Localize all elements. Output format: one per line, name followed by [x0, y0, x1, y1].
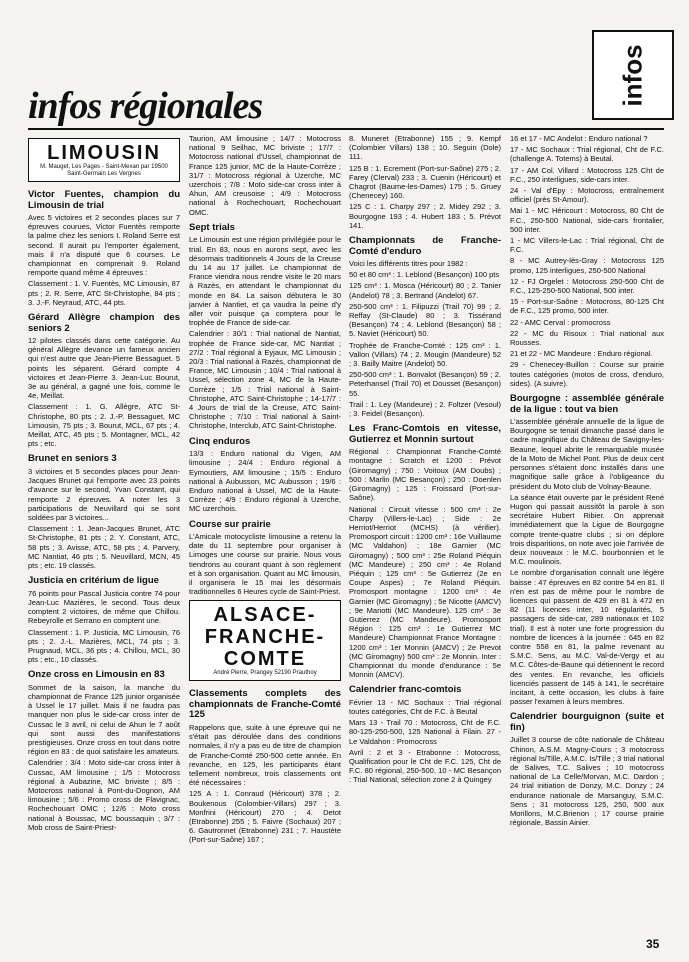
paragraph: 125 B : 1. Ecrement (Port-sur-Saône) 275 ; 2. Farey (Clerval) 233 ; 3. Cuenin (Héricourt) et Chagrot (Baume-les-Dames) 175 ; 5. Gruey (Chenecey) 160.	[349, 163, 501, 201]
section-heading: Classements complets des championnats de Franche-Comté 125	[189, 688, 341, 721]
paragraph: 12 - FJ Orgelet : Motocross 250-500 Cht de F.C., 125-250-500 National, 500 inter.	[510, 276, 664, 296]
region-box-limousin	[28, 138, 180, 182]
region-title: ALSACE-FRANCHE-COMTE	[204, 604, 326, 671]
paragraph: Régional : Championnat Franche-Comté montagne : Scratch et 1200 : Prévot (Giromagny) ; 750 : Voitoux (AM Doubs) ; 500 : Marlin (MC Besançon) ; 250 : Doenlen (Giromagny) ; 125 : Froissard (Port-sur-Saône).	[349, 447, 501, 503]
paragraph: 29 - Chenecey-Buillon : Course sur prairie toutes catégories (motos de cross, d'enduro, sides). (A suivre).	[510, 360, 664, 388]
paragraph: La séance était ouverte par le président René Hugon qui passait aussitôt la parole à son secrétaire Hubert Ribier. On apprenait immédiatement que la Ligue de Bourgogne compte trente-quatre clubs ; si on déplore trois disparitions, on note avec joie l'arrivée de deux nouveaux : le M.C. bourbonnien et le M.C. moulinois.	[510, 492, 664, 567]
paragraph: Calendrier : 30/1 : Trial national de Nantiat, trophée de France side-car, MC Nantiat ; 27/2 : Trial régional à Eyjaux, MC Limousin ; 20/3 : Trial national à Razès, championnat de France, MC Limousin ; 10/4 : Trial national à Ussel, sélection zone 4, MC de la Haute-Corrèze ; 1/5 : Trial national à Saint-Christophe, ATC Saint-Christophe ; 14-17/7 : 4 Jours de trial de la Creuse, ATC Saint-Christophe ; 7/10 : Trial national à Saint-Christophe, Interclub, ATC Saint-Christophe.	[189, 329, 341, 431]
region-box-alsace	[189, 600, 341, 681]
paragraph: Avec 5 victoires et 2 secondes places sur 7 épreuves courues, Victor Fuentès remporte la palme chez les seniors I. Roland Serre est second. Il aurait pu l'emporter également, mais il n'a disputé que 6 courses. Le championnat en comprenait 9. Roland remporte quand même 4 épreuves :	[28, 213, 180, 278]
section-heading: Justicia en critérium de ligue	[28, 575, 159, 587]
paragraph: National : Circuit vitesse : 500 cm³ : 2e Charpy (Villers-le-Lac) ; Side : 2e Herriot/Herriot (MCHS) (à vérifier). Promosport circuit : 1200 cm³ : 16e Vuillaume (MC Valdahon) ; 18e Garnier (MC Giromagny) ; 500 cm³ : 25e Roland Piéquin (MC Mandeure) ; 250 cm³ : 4e Roland Piéquin ; 125 cm³ : 5e Gutierrez (2e en Coupe Aspes) ; 7e Roland Piéquin. Promosport montagne : 1200 cm³ : 4e Garnier (MC Giromagny) ; 5e Nicotte (AMCV) ; 9e Mariotti (MC Mandeure). 125 cm³ : 3e Gutierrez (MC Mandeure). Promosport Région : 125 cm³ : 1e Gutierrez MC Mandeure) Championnat France Montagne : 1200 cm³ : 1er Monnin (AMCV) ; 2e Prevot (MC Giromagny) 500 cm³ : 2e Monnin. Inter : Championnat du monde d'endurance : 5e Monnin (AMCV).	[349, 504, 501, 680]
section-heading: Victor Fuentes, champion du Limousin de trial	[28, 189, 180, 211]
section-heading: Calendrier franc-comtois	[349, 684, 462, 696]
paragraph: Avril : 2 et 3 - Etrabonne : Motocross, Qualification pour le Cht de F.C. 125, Cht de F.C. 80 régional, 250-500. 10 - MC Besançon : Trial National, sélection zone 2 à Quingey	[349, 747, 501, 785]
paragraph: 250-500 cm³ : 1. Bonvalot (Besançon) 59 ; 2. Peterhansel (Trail 70) et Dousset (Besançon) 55.	[349, 370, 501, 398]
paragraph: Classement : 1. G. Allègre, ATC St-Christophe, 80 pts ; 2. J.-P. Bessaguet, MC Limousin, 75 pts ; 3. Bourut, MCL, 67 pts ; 4. Meillat, ATC, 45 pts ; 5. Montagner, MCL, 42 pts ; etc.	[28, 402, 180, 449]
paragraph: 1 - MC Villers-le-Lac : Trial régional, Cht de F.C.	[510, 236, 664, 255]
paragraph: Trophée de Franche-Comté : 125 cm³ : 1. Vallon (Villars) 74 ; 2. Mougin (Mandeure) 52 ; 3. Bailly Maitre (Andelot) 50.	[349, 340, 501, 369]
paragraph: Mars 13 - Trail 70 : Motocross, Cht de F.C. 80-125-250-500, 125 National à Filain. 27 - Le Valdahon : Promocross	[349, 718, 501, 746]
section-heading: Brunet en seniors 3	[28, 453, 117, 465]
paragraph: 8 - MC Autrey-lès-Gray : Motocross 125 promo, 125 interligues, 250-500 National	[510, 256, 664, 275]
infos-logo	[592, 30, 674, 120]
paragraph: 8. Muneret (Etrabonne) 155 ; 9. Kempf (Colombier Villars) 138 ; 10. Seguin (Dole) 111.	[349, 134, 501, 162]
paragraph: Rappelons que, suite à une épreuve qui ne s'était pas déroulée dans des conditions normales, il n'y a pas eu de titre de champion de Franche-Comté 250-500 cette année. En revanche, en 125, les participants étant tellement nombreux, trois classements ont été nécessaires :	[189, 722, 341, 788]
section-heading: Cinq enduros	[189, 435, 251, 447]
paragraph: 125 A : 1. Conraud (Héricourt) 378 ; 2. Boukenous (Colombier-Villars) 297 ; 3. Monfrini (Héricourt) 270 ; 4. Detot (Etrabonne) 255 ; 5. Faivre (Sochaux) 207 ; 6. Gautronnet (Etrabonne) 231 ; 7. Haustète (Port-sur-Saône) 167 ;	[189, 789, 341, 845]
paragraph: 125 cm³ : 1. Mosca (Héricourt) 80 ; 2. Tanier (Andelot) 78 ; 3. Bertrand (Andelot) 67.	[349, 281, 501, 300]
section-heading: Gérard Allègre champion des seniors 2	[28, 312, 180, 334]
section-heading: Course sur prairie	[189, 518, 271, 530]
paragraph: Calendrier : 3/4 : Moto side-car cross inter à Cussac, AM limousine ; 1/5 : Motocross régional à Aubazine, MC briviste ; 8/5 : Motocross national à Pont-du-Dognon, AM limousine ; 5/6 : Promo cross de Flavignac, Rochechouart OMC ; 12/6 : Moto cross national à Boussac, MC boussaquin ; 3/7 : Mob cross de Saint-Priest-	[28, 758, 180, 832]
paragraph: Sommet de la saison, la manche du championnat de France 125 junior organisée à Ussel le 17 juillet. Mais il ne faudra pas manquer non plus le side-car cross inter de Cussac le 3 avril, ni celui de Ahun le 7 août qui sont aussi des manifestations prestigieuses. Onze cross en tout dans notre région en 83 : de quoi satisfaire les amateurs.	[28, 682, 180, 757]
section-heading: Bourgogne : assemblée générale de la ligue : tout va bien	[510, 393, 664, 415]
paragraph: 3 victoires et 5 secondes places pour Jean-Jacques Brunet qui l'emporte avec 23 points d'avance sur le second, Yvan Constant, qui remporte 2 épreuves. A noter les 3 participations de Neuvillard qui se sont soldées par 3 victoires...	[28, 466, 180, 522]
paragraph: 17 - MC Sochaux : Trial régional, Cht de F.C. (challenge A. Totems) à Beutal.	[510, 145, 664, 164]
header-rule	[28, 128, 664, 130]
section-heading: Championnats de Franche-Comté d'enduro	[349, 235, 501, 257]
paragraph: Classement : 1. V. Fuentès, MC Limousin, 87 pts ; 2. R. Serre, ATC St-Christophe, 84 pts ; 3. J.-F. Neyraud, ATC, 44 pts.	[28, 279, 180, 307]
paragraph: 50 et 80 cm³ : 1. Leblond (Besançon) 100 pts	[349, 270, 500, 280]
paragraph: Le nombre d'organisation connaît une légère baisse : 47 épreuves en 82 contre 54 en 81. Il n'en est pas de même pour le nombre de licences qui passent de 429 en 81 à 472 en 82 (11 licences inter, 10 régularités, 5 passagers de side-car, 289 nationaux et 102 trial). Il est à noter une forte progression du nombre de licences à la journée : 645 en 82 contre 558 en 81, la palme revenant au S.M.C. Sens, au M.C. Val-de-Vergy et au M.C. Côtes-de-Baune qui détiennent le record des ventes. En revanche, les officiels licenciés passent de 145 à 141, le secrétaire incitant, à cette occasion, les clubs à faire passer l'examen à leurs membres.	[510, 568, 664, 707]
paragraph: 21 et 22 - MC Mandeure : Enduro régional.	[510, 349, 653, 359]
paragraph: Mai 1 - MC Héricourt : Motocross, 80 Cht de F.C., 250-500 National, side-cars frontalier, 500 inter.	[510, 206, 664, 234]
paragraph: Voici les différents titres pour 1982 :	[349, 259, 468, 269]
section-heading: Onze cross en Limousin en 83	[28, 669, 165, 681]
paragraph: L'assemblée générale annuelle de la ligue de Bourgogne se tenait dimanche passé dans le cadre magnifique du Château de Savigny-les-Beaune, lequel abrite le remarquable musée de la Moto de Michel Pont. Plus de deux cent personnes s'étaient donc installés dans une magnifique salle grâce à l'obligeance du président du Moto club de Volnay-Beaune.	[510, 417, 664, 491]
section-heading: Calendrier bourguignon (suite et fin)	[510, 711, 664, 733]
paragraph: Classement : 1. P. Justicia, MC Limousin, 76 pts ; 2. J.-L. Mazières, MCL, 74 pts ; 3. Prugnaud, MCL, 36 pts ; 4. Chillou, MCL, 30 pts ; etc., 10 classés.	[28, 627, 180, 665]
page-title: infos régionales	[28, 85, 263, 127]
paragraph: L'Amicale motocycliste limousine a retenu la date du 11 septembre pour organiser à Limoges une course sur prairie. Nous vous tiendrons au courant quant à son règlement et à son organisation. Quant au MC limousin, il organisera le 15 mai les désormais traditionnelles 6 Heures cycle de Saint-Priest.	[189, 532, 341, 597]
paragraph: Juillet 3 course de côte nationale de Château Chinon, A.S.M. Magny-Cours ; 3 motocross régional Is/Tille, A.M.C. Is/Tille ; 3 trial national de Salives, T.C. Salives ; 10 motocross national de La Celle/Morvan, M.C. Dardon ; 24 trial initiation de Donzy, M.C. Donzy ; 24 endurance nationale de Marsanguy, S.M.C. Sens ; 31 motocross 125, 250, 500 aux Morillons, M.C.Brienon ; 17 course prairie régionale, Bassin Ainier.	[510, 735, 664, 828]
paragraph: 16 et 17 - MC Andelot : Enduro national ?	[510, 134, 648, 143]
page-number: 35	[646, 937, 660, 951]
column-1	[28, 134, 180, 834]
paragraph: 12 pilotes classés dans cette catégorie. Au général Allègre devance un fameux ancien qui n'est autre que Jean-Pierre Bessaguet. 5 points les séparent. Gérard compte 4 victoires et Jean-Pierre 3. Jean-Luc Bourut, 3e au général, a gagné une fois, comme le 4e, Meillat.	[28, 336, 180, 401]
paragraph: 15 - Port-sur-Saône : Motocross, 80-125 Cht de F.C., 125 promo, 500 inter.	[510, 297, 664, 316]
paragraph: 22 - AMC Cerval : promocross	[510, 317, 611, 327]
paragraph: 24 - Val d'Epy : Motocross, entraînement officiel (près St-Amour).	[510, 186, 664, 205]
region-title: LIMOUSIN	[47, 142, 161, 164]
paragraph: 125 C : 1. Charpy 297 ; 2. Midey 292 ; 3. Bourgogne 193 ; 4. Hubert 183 ; 5. Prévot 141.	[349, 202, 501, 230]
section-heading: Sept trials	[189, 221, 235, 233]
paragraph: Le Limousin est une région privilégiée pour le trial. En 83, nous en aurons sept, avec les désormais traditionnels 4 Jours de la Creuse du 14 au 17 juillet. Le championnat de France viendra nous rendre visite le 20 mars à Razès, en attendant le championnat du monde en 84. La saison débutera le 30 janvier à Nantiet, et ça vaudra la peine d'y aller voir puisque ça comptera pour le trophée de France de side-car.	[189, 235, 341, 328]
paragraph: Trail : 1. Ley (Mandeure) ; 2. Foltzer (Vesoul) ; 3. Feidel (Besançon).	[349, 399, 501, 419]
region-address: M. Mauget, Les Pages - Saint-Mexan par 19500 Saint-Germain Les Vergnes	[40, 164, 168, 177]
paragraph: Février 13 - MC Sochaux : Trial régional toutes catégories, Cht de F.C. à Beutal	[349, 697, 501, 717]
column-3	[349, 134, 501, 787]
section-heading: Les Franc-Comtois en vitesse, Gutierrez et Monnin surtout	[349, 423, 501, 445]
region-address: André Pierre, Prangey 52190 Prauthoy	[213, 670, 317, 677]
paragraph: 76 points pour Pascal Justicia contre 74 pour Jean-Luc Mazières, le second. Tous deux comptent 2 victoires, de même que Chillou. Rebeyrolle et Serrano en comptent une.	[28, 588, 180, 626]
logo-label: infos	[617, 43, 648, 107]
paragraph: Classement : 1. Jean-Jacques Brunet, ATC St-Christophe, 81 pts ; 2. Y. Constant, ATC, 58 pts ; 3. Avisse, ATC, 58 pts ; 4. Parvery, MC Nantiat, 46 pts ; 5. Neuvillard, MCN, 45 pts ; etc. 19 classés.	[28, 524, 180, 570]
column-2	[189, 134, 341, 847]
paragraph: 17 - AM Col. Villard : Motocross 125 Cht de F.C., 250 interligues, side-cars inter.	[510, 165, 664, 184]
paragraph: Taurion, AM limousine ; 14/7 : Motocross national 9 Seilhac, MC briviste ; 17/7 : Motocross national d'Ussel, championnat de France 125 junior, MC de la Haute-Corrèze ; 31/7 : Motocross régional à Uzerche, MC uzerchois ; 7/8 : Moto side-car cross inter à Ahun, AM creusoise ; 4/9 : Motocross national à Rochechouart, Rochechouart OMC.	[189, 134, 341, 217]
paragraph: 22 - MC du Risoux : Trial national aux Rousses.	[510, 328, 664, 348]
column-4	[510, 134, 664, 829]
paragraph: 250-500 cm³ : 1. Filipuzzi (Trail 70) 99 ; 2. Reffay (St-Claude) 80 ; 3. Tissérand (Besançon) 74 ; 4. Leblond (Besançon) 58 ; 5. Naviet (Héricourt) 50.	[349, 301, 501, 339]
paragraph: 13/3 : Enduro national du Vigen, AM limousine ; 24/4 : Enduro régional à Eymoutiers, AM limousine ; 15/5 : Enduro national à Aubusson, MC Aubusson ; 19/6 : Enduro national à Ussel, MC de la Haute-Corrèze ; 4/9 : Enduro régional à Uzerche, MC uzerchois.	[189, 449, 341, 514]
